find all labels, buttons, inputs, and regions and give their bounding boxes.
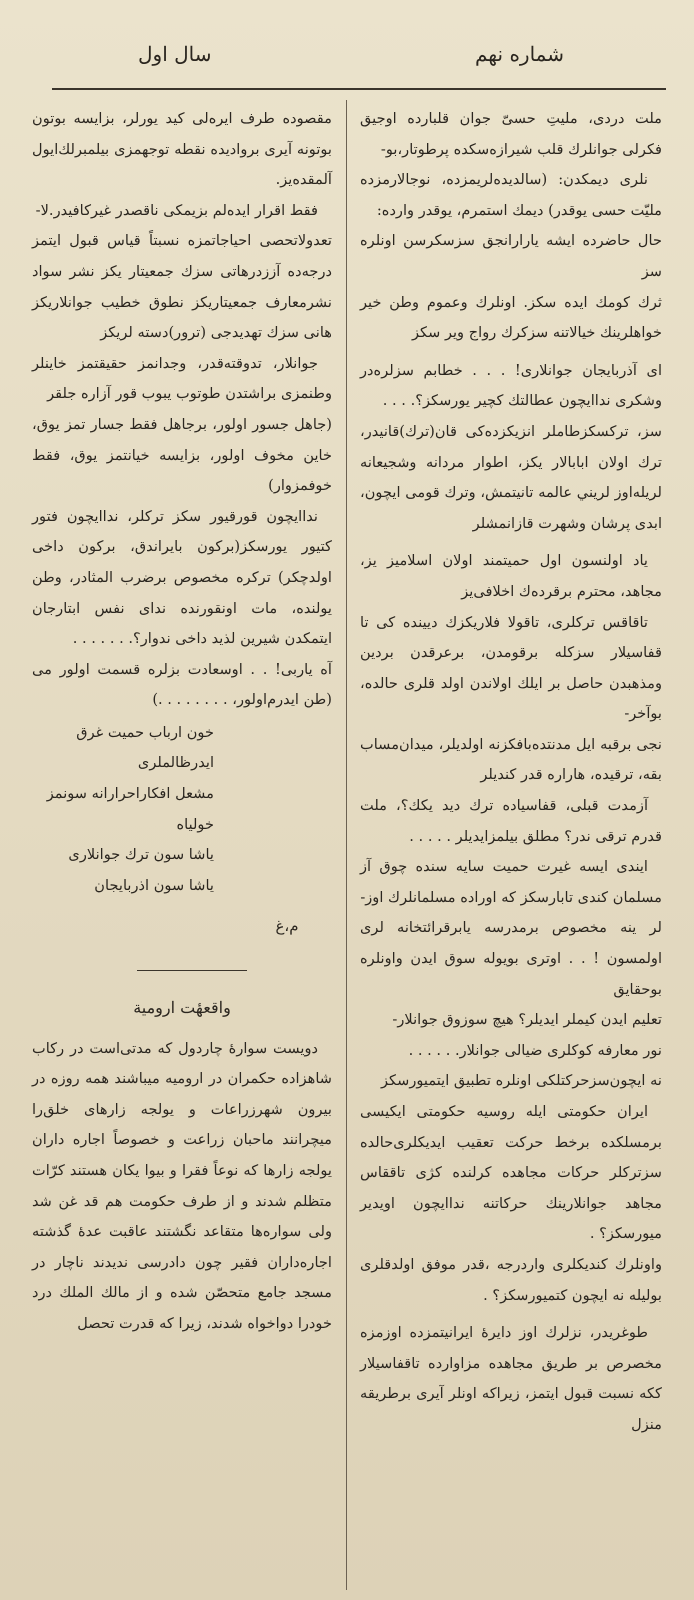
paragraph: لر ينه مخصوص برمدرسه يابرقرائتخانه لری اولمسون ! . . اوتری بويوله سوق ايدن واونلره بوحقايق bbox=[360, 919, 662, 998]
paragraph: واونلرك كنديكلری واردرجه ،قدر موفق اولدقلری بوليله نه ايچون كتميورسكز؟ . bbox=[360, 1255, 662, 1304]
header-issue: شماره نهم bbox=[474, 42, 564, 66]
page-header bbox=[0, 0, 694, 92]
paragraph: مقصوده طرف ايره‌لی كيد يورلر، بزايسه بوتون بوتونه آيری برواديده نقطه توجهمزی بيلمبرلك‌ايول آلمقده‌يز. bbox=[32, 110, 332, 189]
paragraph: فقط اقرار ايده‌لم بزيمكی ناقصدر غيركافيدر.لا- bbox=[35, 201, 318, 219]
column-divider bbox=[346, 100, 347, 1590]
paragraph: نجی برقبه ايل مدنتده‌بافكزنه اولديلر، ميدان‌مساب بقه، ترقيده، هاراره قدر كنديلر bbox=[360, 735, 662, 784]
paragraph: دويست سوارهٔ چاردول كه مدتی‌است در ركاب شاهزاده حكمران در اروميه ميباشند همه روزه در بيرون شهرزراعات و يولجه زارهای خلق‌را ميچرانند ماحبان زراعت و خصوصاً اجاره داران يولجه زارها كه نوعاً فقرا و بيوا يكان هستند كرّات متظلم شدند و از طرف حكومت هم قد غن شد ولی سواره‌ها متقاعد نگشتند عاقبت عدهٔ گذشته اجاره‌داران فقير چون دادرسی ندیدند ناچار در مسجد جامع متحصّن شده و از مالك الملك درد خودرا دواخواه شدند، زيرا كه قدرت تحصل bbox=[32, 1039, 332, 1332]
paragraph: ايندی ايسه غيرت حميت سايه سنده چوق آز مسلمان كندی تابارسكز كه اوراده مسلمانلرك اوز- bbox=[360, 858, 662, 906]
section-title: واقعهٔت ارومية bbox=[133, 998, 231, 1018]
section-divider bbox=[137, 970, 247, 971]
poem bbox=[32, 718, 332, 902]
author-signature: م،غ bbox=[275, 917, 299, 936]
paragraph: حال حاضرده ايشه يارارانجق سزسكرسن اونلره سز bbox=[360, 232, 662, 280]
header-rule bbox=[52, 88, 666, 90]
paragraph: طوغريدر، نزلرك اوز دايرهٔ ايرانيتمزده اوزمزه مخصرص بر طريق مجاهده مزاوارده تاقفاسيلار ككه نسبت قبول ايتمز، زيراكه اونلر آيری برطريقه منزل bbox=[360, 1324, 662, 1433]
paragraph: نداايچون قورقيور سكز تركلر، نداايچون فتور كتيور يورسكز(بركون بايراندق، بركون داخی اولدچكر) تركره مخصوص برضرب المثادر، وطن يولنده، مات اونقورنده ندای نفس ابتارجان ايتمكدن شيرين لذيد داخی ندوار؟. . . . . . . bbox=[32, 507, 332, 648]
paragraph: آه ياربی! . . اوسعادت بزلره قسمت اولور می (طن ايدرم‌اولور، . . . . . . . .) bbox=[32, 660, 332, 709]
poem-line: خون ارباب حميت غرق ايدرظالملری bbox=[76, 723, 214, 772]
paragraph: نور معارفه كوكلری ضيالی جوانلار. . . . . . bbox=[408, 1041, 662, 1059]
paragraph: ثرك كومك ايده سكز. اونلرك وعموم وطن خير خواهلرينك خيالاتنه سزكرك رواج وير سكز bbox=[360, 293, 662, 342]
paragraph: ملت دردی، مليتِ حسیّ جوان قلبارده‌ اوجيق فكرلی جوانلرك قلب شيرازه‌سكده پرطوتار،بو- bbox=[360, 110, 662, 158]
paragraph: (جاهل جسور اولور، برجاهل فقط جسار تمز يوق، خاين مخوف اولور، بزايسه خيانتمز يوق، فقط خوفمزوار) bbox=[32, 415, 332, 495]
left-column bbox=[32, 104, 332, 1340]
paragraph: ای آذربايجان جوانلاری! . . . خطابم سزلره‌در وشكری نداايچون عطالتك كچير يورسكز؟. . . . bbox=[360, 361, 662, 410]
poem-line: مشعل افكاراحرارانه سونمز خولياه bbox=[46, 785, 214, 833]
paragraph: تاقاقس تركلری، تاقولا فلاريكزك ديينده كی تا قفاسيلار سزكله برقومدن، برعرقدن بردين ومذهبدن حاصل بر ايلك اولاندن اولد قلری حالده، بوآخر- bbox=[360, 613, 662, 723]
paragraph: تعليم ايدن كيملر ايديلر؟ هيچ سوزوق جوانلار- bbox=[392, 1011, 662, 1029]
paragraph: سز، تركسكزطاملر انزيكزده‌كی قان(ترك)قانيدر، ترك اولان ابابالار يكز، اطوار مردانه وشجيعانه لريله‌اوز لريني عالمه تانيتمش، وترك قومی ايچون، ابدی پرشان وشهرت قازانمشلر bbox=[360, 422, 662, 532]
header-year: سال اول bbox=[138, 42, 212, 66]
paragraph: تعدولاتحصی احياجاتمزه نسبتاً قياس قبول ايتمز درجه‌ده آززدرهاتی سزك جمعيتار يكز نشر سواد نشرمعارف جمعيتاريكز نطوق خطيب جوانلاريكز هانی سزك تهديدجی (ترور)دسته لريكز bbox=[32, 232, 332, 342]
paragraph: نه ايچون‌سزحركتلكی اونلره تطبيق ايتميورسكز bbox=[381, 1072, 662, 1090]
paragraph: ياد اولنسون اول حميتمند اولان اسلاميز يز، مجاهد، محترم برقرده‌ك اخلافی‌يز bbox=[360, 552, 662, 600]
paragraph: ايران حكومتی ايله روسيه حكومتی ايكيسی برمسلكده برخط حركت تعقيب ايديكلری‌حالده سزتركلر حركات مجاهده كرلنده كژی تاققاس مجاهد جوانلارينك حركاتنه نداايچون اويدير ميورسكز؟ . bbox=[360, 1103, 662, 1243]
paragraph: آزمدت قبلی، قفاسياده ترك ديد يكك؟، ملت قدرم ترقی ندر؟ مطلق بيلمزايديلر . . . . . bbox=[360, 797, 662, 845]
poem-line: ياشا سون اذربايجان bbox=[94, 876, 214, 894]
paragraph: جوانلار، تدوقته‌قدر، وجدانمز حقيقتمز خاينلر وطنمزی براشتدن طوتوب يبوب قور آزاره جلقر bbox=[32, 354, 332, 403]
poem-line: ياشا سون ترك جوانلاری bbox=[68, 846, 214, 864]
right-column bbox=[360, 104, 662, 1441]
paragraph: نلری ديمكدن: (سالديده‌لريمزده، نوجالارمزده مليّت حسی يوقدر) ديمك استمرم، يوقدر وارده: bbox=[360, 171, 662, 219]
